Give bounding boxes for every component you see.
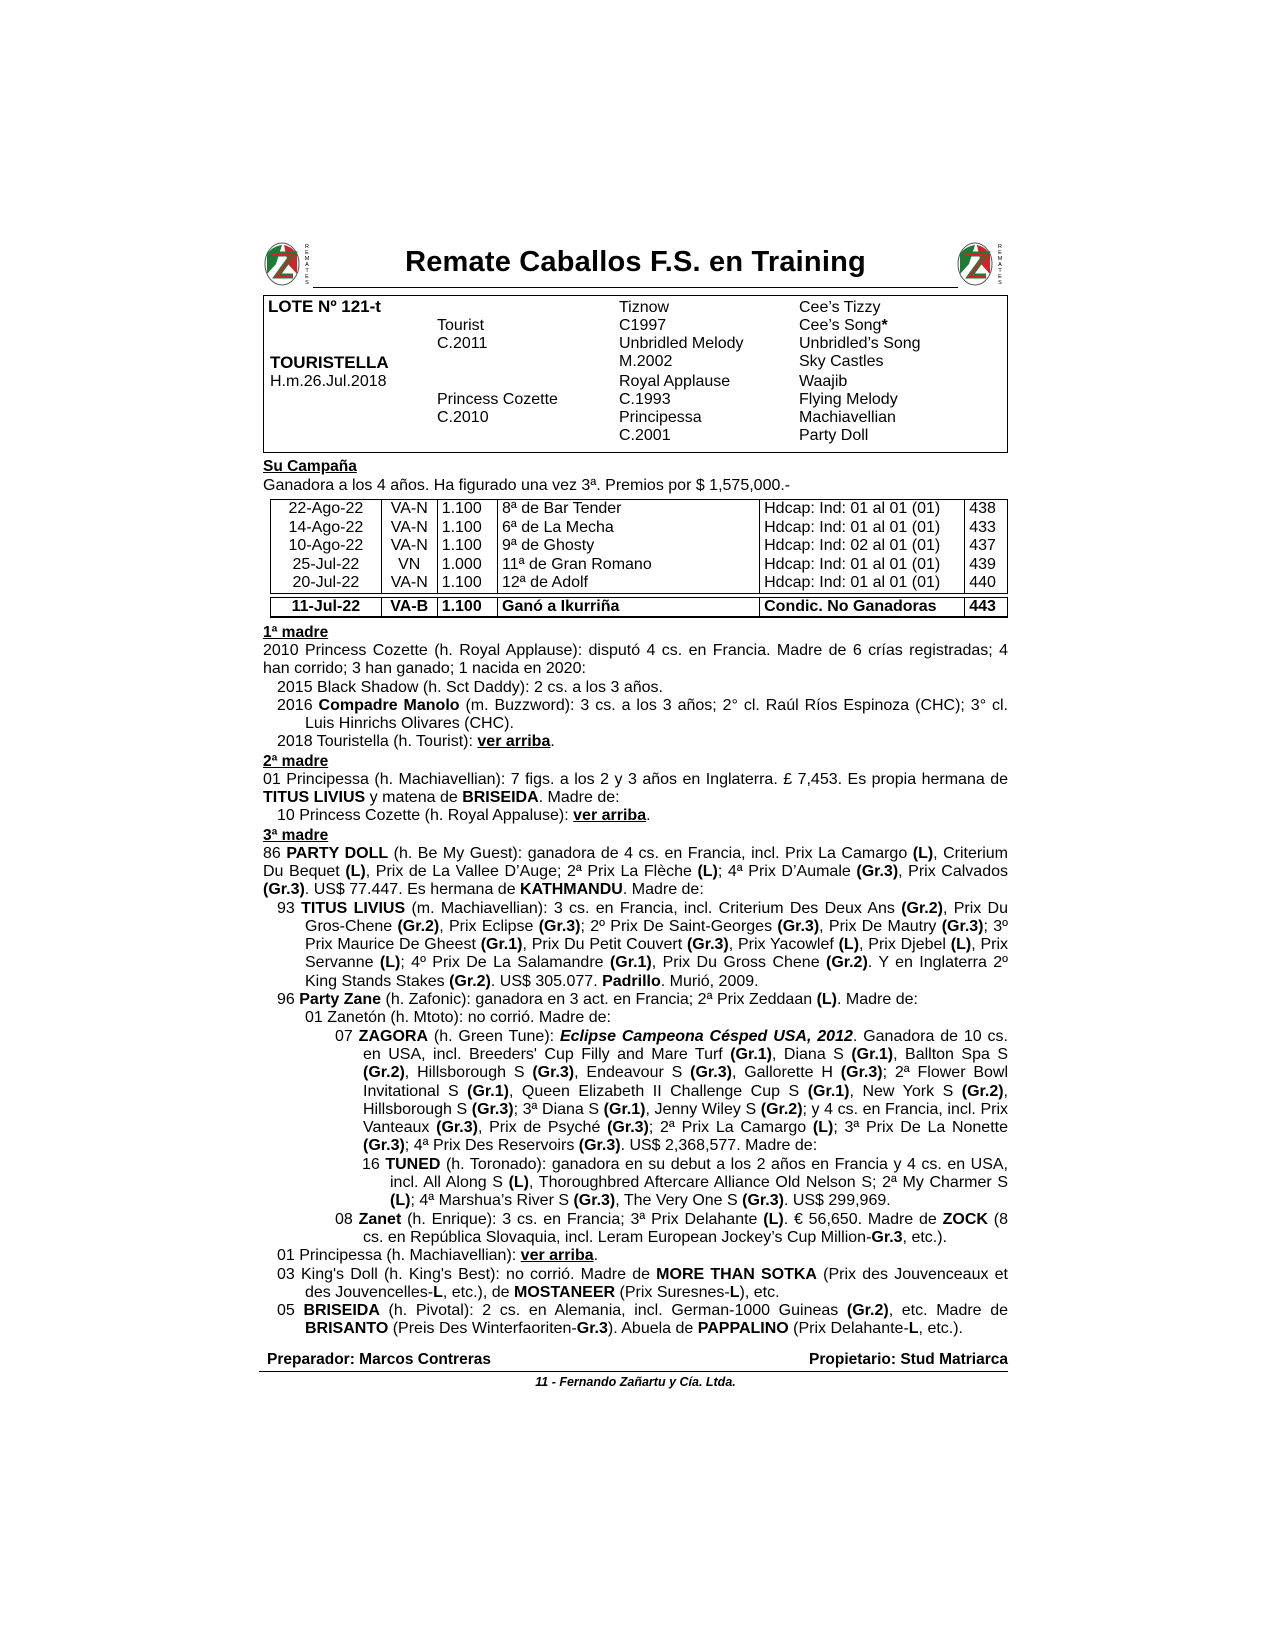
race-condition: Hdcap: Ind: 01 al 01 (01) [760,574,965,593]
offspring-entry: 05 BRISEIDA (h. Pivotal): 2 cs. en Alemania, incl. German-1000 Guineas (Gr.2), etc. Madre de BRISANTO (Preis Des Winterfaoriten-Gr.3). Abuela de PAPPALINO (Prix Delahante-L, etc.). [277,1302,1008,1338]
race-result: 8ª de Bar Tender [498,500,760,519]
great-grandparent: Cee’s Song* [799,317,888,334]
svg-text:E: E [998,274,1002,280]
great-grandparent: Cee’s Tizzy [799,299,881,316]
race-result: 9ª de Ghosty [498,537,760,556]
race-distance: 1.100 [437,574,497,593]
title-rule [313,287,958,288]
svg-text:T: T [305,268,309,274]
zr-logo-icon [956,240,1008,290]
dam-name: Princess Cozette [437,391,558,408]
page-footer-note: 11 - Fernando Zañartu y Cía. Ltda. [535,1374,736,1389]
race-condition: Hdcap: Ind: 02 al 01 (01) [760,537,965,556]
see-above-link[interactable]: ver arriba [573,807,647,825]
svg-text:R: R [305,244,309,250]
race-condition: Hdcap: Ind: 01 al 01 (01) [760,500,965,519]
svg-text:E: E [305,250,309,256]
offspring-entry: 93 TITUS LIVIUS (m. Machiavellian): 3 cs. en Francia, incl. Criterium Des Deux Ans (Gr.2), Prix Du Gros-Chene (Gr.2), Prix Eclipse (Gr.3); 2º Prix De Saint-Georges (Gr.3), Prix De Mautry (Gr.3); 3º Prix Maurice De Gheest (Gr.1), Prix Du Petit Couvert (Gr.3), Prix Yacowlef (L), Prix Djebel (L), Prix Servanne (L); 4º Prix De La Salamandre (Gr.1), Prix Du Gross Chene (Gr.2). Y en Inglaterra 2º King Stands Stakes (Gr.2). US$ 305.077. Padrillo. Murió, 2009. [277,899,1009,990]
offspring-entry: 01 Principessa (h. Machiavellian): ver arriba. [277,1247,599,1265]
race-track: VA-N [381,500,437,519]
dam-info: C.2010 [437,409,489,426]
race-weight: 440 [965,574,1008,593]
race-date: 22-Ago-22 [271,500,382,519]
race-distance: 1.100 [437,537,497,556]
svg-text:S: S [998,280,1002,286]
trainer-label: Preparador: Marcos Contreras [267,1350,491,1368]
race-date: 25-Jul-22 [271,556,382,575]
offspring-entry: 2015 Black Shadow (h. Sct Daddy): 2 cs. a los 3 años. [277,678,663,696]
race-track: VA-N [381,519,437,538]
svg-text:T: T [998,268,1002,274]
race-track: VN [381,556,437,575]
race-condition: Hdcap: Ind: 01 al 01 (01) [760,556,965,575]
race-result: 12ª de Adolf [498,574,760,593]
race-row [271,500,1008,519]
offspring-entry: 2018 Touristella (h. Tourist): ver arriba. [277,733,555,751]
offspring-entry: 16 TUNED (h. Toronado): ganadora en su debut a los 2 años en Francia y 4 cs. en USA, incl. All Along S (L), Thoroughbred Aftercare Alliance Old Nelson S; 2ª My Charmer S (L); 4ª Marshua’s River S (Gr.3), The Very One S (Gr.3). US$ 299,969. [362,1155,1009,1210]
race-condition: Hdcap: Ind: 01 al 01 (01) [760,519,965,538]
race-date: 11-Jul-22 [271,597,382,617]
page-title: Remate Caballos F.S. en Training [405,246,866,278]
offspring-entry: 07 ZAGORA (h. Green Tune): Eclipse Campeona Césped USA, 2012. Ganadora de 10 cs. en USA, incl. Breeders' Cup Filly and Mare Turf (Gr.1), Diana S (Gr.1), Ballton Spa S (Gr.2), Hillsborough S (Gr.3), Endeavour S (Gr.3), Gallorette H (Gr.3); 2ª Flower Bowl Invitational S (Gr.1), Queen Elizabeth II Challenge Cup S (Gr.1), New York S (Gr.2), Hillsborough S (Gr.3); 3ª Diana S (Gr.1), Jenny Wiley S (Gr.2); y 4 cs. en Francia, incl. Prix Vanteaux (Gr.3), Prix de Psyché (Gr.3); 2ª Prix La Camargo (L); 3ª Prix De La Nonette (Gr.3); 4ª Prix Des Reservoirs (Gr.3). US$ 2,368,577. Madre de: [335,1027,1009,1155]
campaign-heading: Su Campaña [263,458,357,475]
imported-mark: * [881,317,888,334]
race-row-winning [271,597,1008,617]
owner-label: Propietario: Stud Matriarca [809,1350,1008,1368]
grand-dam-2-info: C.2001 [619,427,671,444]
grand-sire-2-info: C.1993 [619,391,671,408]
lot-number: LOTE Nº 121-t [268,297,381,316]
offspring-entry: 96 Party Zane (h. Zafonic): ganadora en 3 act. en Francia; 2ª Prix Zeddaan (L). Madre de: [277,991,918,1009]
grand-dam-2: Principessa [619,409,702,426]
race-weight: 439 [965,556,1008,575]
race-result: Ganó a Ikurriña [498,597,760,617]
grand-dam-1-info: M.2002 [619,353,673,370]
svg-text:E: E [998,250,1002,256]
horse-name: TOURISTELLA [270,353,389,372]
race-history-table [270,499,1008,618]
campaign-summary: Ganadora a los 4 años. Ha figurado una vez 3ª. Premios por $ 1,575,000.- [263,477,791,494]
svg-text:M: M [997,256,1003,262]
race-distance: 1.000 [437,556,497,575]
grand-sire-2: Royal Applause [619,373,731,390]
race-result: 11ª de Gran Romano [498,556,760,575]
sire-info: C.2011 [437,335,488,352]
svg-text:S: S [305,280,309,286]
great-grandparent: Party Doll [799,427,869,444]
race-distance: 1.100 [437,519,497,538]
race-row [271,537,1008,556]
great-grandparent: Waajib [799,373,848,390]
race-distance: 1.100 [437,597,497,617]
sire-name: Tourist [437,317,485,334]
first-dam-heading: 1ª madre [263,624,329,641]
grand-dam-1: Unbridled Melody [619,335,744,352]
great-grandparent: Machiavellian [799,409,896,426]
offspring-entry: 10 Princess Cozette (h. Royal Appaluse): ver arriba. [277,807,651,825]
svg-text:A: A [998,262,1002,268]
race-track: VA-N [381,537,437,556]
race-distance: 1.100 [437,500,497,519]
first-dam-text: 2010 Princess Cozette (h. Royal Applause): disputó 4 cs. en Francia. Madre de 6 crías registradas; 4 han corrido; 3 han ganado; 1 nacida en 2020: [263,642,1008,678]
race-row [271,574,1008,593]
race-date: 14-Ago-22 [271,519,382,538]
race-weight: 433 [965,519,1008,538]
great-grandparent: Sky Castles [799,353,884,370]
race-weight: 437 [965,537,1008,556]
pedigree-box [263,295,1008,453]
race-track: VA-B [381,597,437,617]
page-header [263,240,1008,292]
svg-text:A: A [305,262,309,268]
svg-text:R: R [998,244,1002,250]
offspring-entry: 03 King's Doll (h. King's Best): no corrió. Madre de MORE THAN SOTKA (Prix des Jouvenceaux et des Jouvencelles-L, etc.), de MOSTANEER (Prix Suresnes-L), etc. [277,1265,1008,1301]
great-grandparent: Unbridled’s Song [799,335,921,352]
race-result: 6ª de La Mecha [498,519,760,538]
race-condition: Condic. No Ganadoras [760,597,965,617]
grand-sire-1: Tiznow [619,299,670,316]
svg-text:E: E [305,274,309,280]
see-above-link[interactable]: ver arriba [520,1247,594,1265]
footer-credits [263,1351,1008,1371]
grand-sire-1-info: C1997 [619,317,667,334]
svg-text:M: M [304,256,310,262]
race-weight: 438 [965,500,1008,519]
race-date: 20-Jul-22 [271,574,382,593]
second-dam-text: 01 Principessa (h. Machiavellian): 7 figs. a los 2 y 3 años en Inglaterra. £ 7,453. Es propia hermana de TITUS LIVIUS y matena de BRISEIDA. Madre de: [263,770,1008,807]
zr-logo-icon [263,240,315,290]
third-dam-heading: 3ª madre [263,826,329,844]
great-grandparent: Flying Melody [799,391,898,408]
see-above-link[interactable]: ver arriba [477,733,551,751]
third-dam-text: 86 PARTY DOLL (h. Be My Guest): ganadora de 4 cs. en Francia, incl. Prix La Camargo (L), Criterium Du Bequet (L), Prix de La Vallee D’Auge; 2ª Prix La Flèche (L); 4ª Prix D’Aumale (Gr.3), Prix Calvados (Gr.3). US$ 77.447. Es hermana de KATHMANDU. Madre de: [263,844,1009,899]
footer-rule [259,1371,1008,1372]
race-date: 10-Ago-22 [271,537,382,556]
catalog-page [263,240,1008,1389]
offspring-entry: 01 Zanetón (h. Mtoto): no corrió. Madre de: [305,1009,611,1027]
offspring-entry: 2016 Compadre Manolo (m. Buzzword): 3 cs. a los 3 años; 2° cl. Raúl Ríos Espinoza (CHC); 3° cl. Luis Hinrichs Olivares (CHC). [277,696,1009,733]
race-weight: 443 [965,597,1008,617]
race-row [271,519,1008,538]
second-dam-heading: 2ª madre [263,752,329,770]
race-row [271,556,1008,575]
offspring-entry: 08 Zanet (h. Enrique): 3 cs. en Francia; 3ª Prix Delahante (L). € 56,650. Madre de ZOCK (8 cs. en República Slovaquia, incl. Leram European Jockey’s Cup Million-Gr.3, etc.). [335,1210,1008,1246]
horse-info: H.m.26.Jul.2018 [270,373,387,390]
race-track: VA-N [381,574,437,593]
